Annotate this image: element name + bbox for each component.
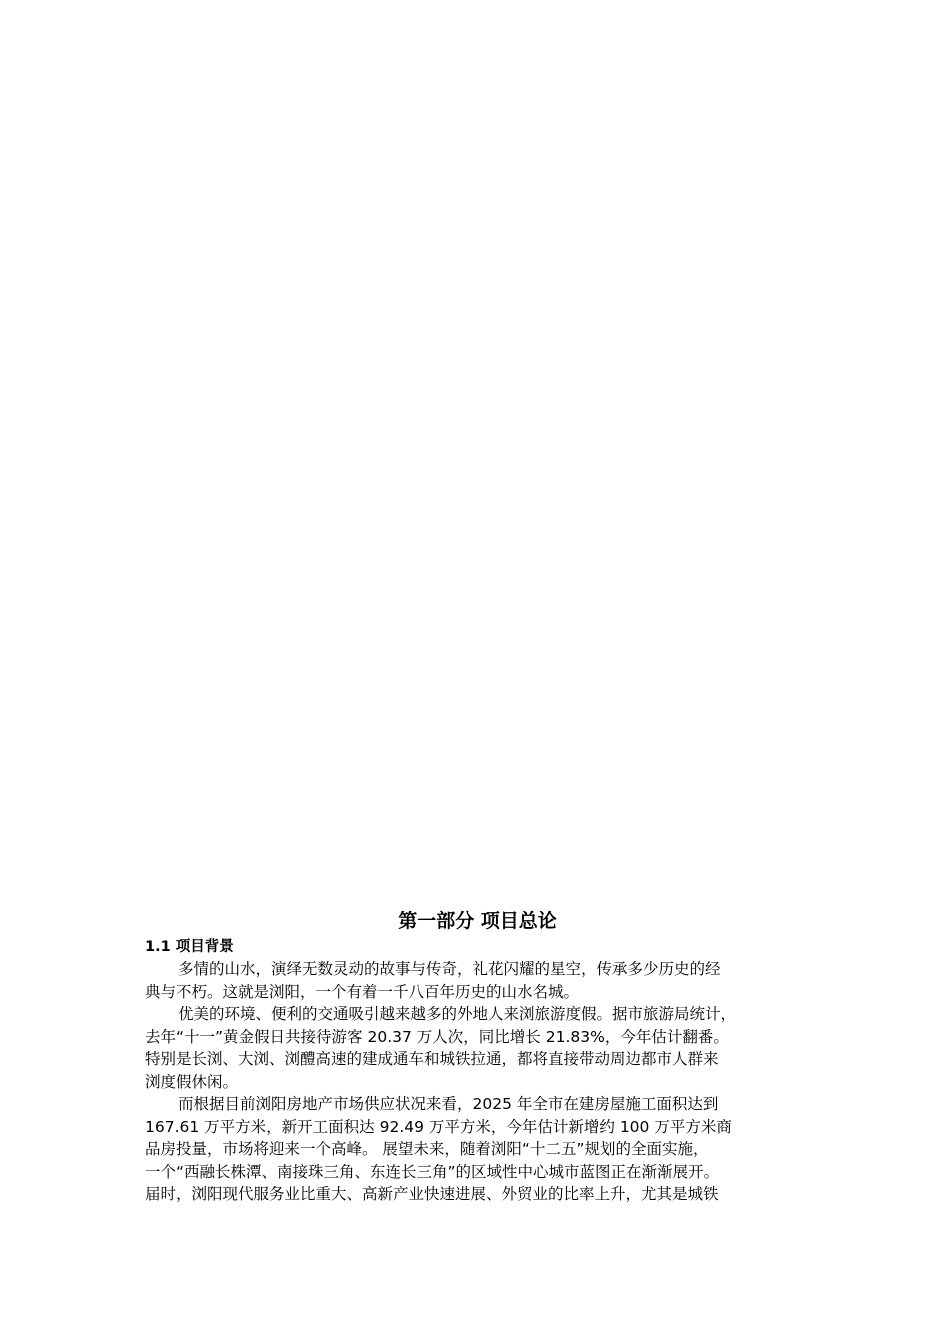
paragraph-line: 特别是长浏、大浏、浏醴高速的建成通车和城铁拉通，都将直接带动周边都市人群来 (145, 1050, 719, 1068)
section-heading: 1.1 项目背景 (145, 939, 234, 955)
paragraph-line: 典与不朽。这就是浏阳，一个有着一千八百年历史的山水名城。 (145, 982, 580, 1001)
paragraph-line: 多情的山水，演绎无数灵动的故事与传奇，礼花闪耀的星空，传承多少历史的经 (178, 960, 721, 978)
chapter-title: 第一部分 项目总论 (398, 910, 557, 932)
paragraph-line: 一个“西融长株潭、南接珠三角、东连长三角”的区域性中心城市蓝图正在渐渐展开。 (145, 1162, 720, 1181)
paragraph-line: 届时，浏阳现代服务业比重大、高新产业快速进展、外贸业的比率上升，尤其是城铁 (145, 1185, 719, 1203)
paragraph-line: 浏度假休闲。 (145, 1072, 239, 1091)
document-content (145, 906, 810, 1206)
paragraph-line: 去年“十一”黄金假日共接待游客 20.37 万人次，同比增长 21.83%，今年估计翻番。 (145, 1027, 729, 1046)
paragraph-line: 167.61 万平方米，新开工面积达 92.49 万平方米，今年估计新增约 100 万平方米商 (145, 1117, 732, 1136)
paragraph-3 (145, 1093, 810, 1206)
paragraph-line: 品房投量，市场将迎来一个高峰。 展望未来，随着浏阳“十二五”规划的全面实施， (145, 1140, 709, 1158)
paragraph-1 (145, 958, 810, 1003)
paragraph-line: 优美的环境、便利的交通吸引越来越多的外地人来浏旅游度假。据市旅游局统计， (178, 1005, 737, 1023)
paragraph-line: 而根据目前浏阳房地产市场供应状况来看，2025 年全市在建房屋施工面积达到 (178, 1095, 719, 1113)
paragraph-2 (145, 1003, 810, 1093)
